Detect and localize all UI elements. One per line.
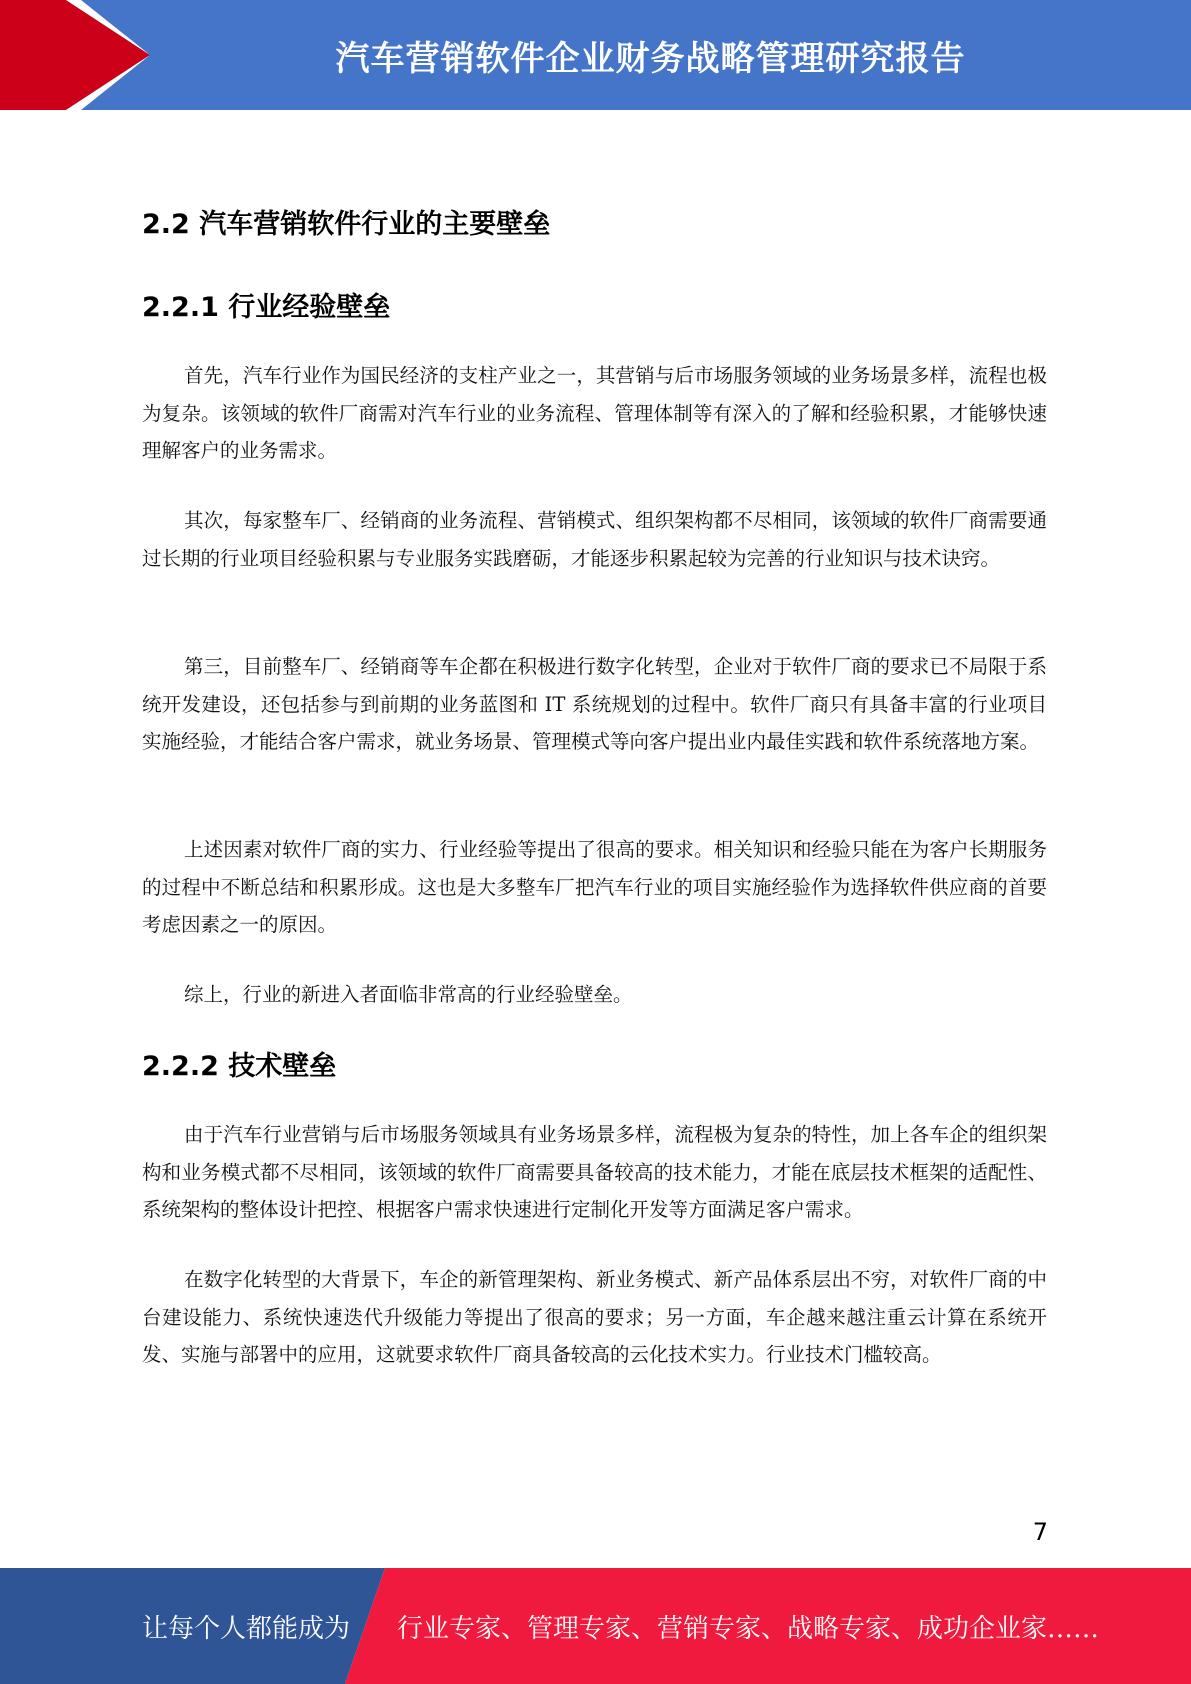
paragraph: 上述因素对软件厂商的实力、行业经验等提出了很高的要求。相关知识和经验只能在为客户长期服务的过程中不断总结和积累形成。这也是大多整车厂把汽车行业的项目实施经验作为选择软件供应商的首要考虑因素之一的原因。 (142, 838, 1047, 936)
paragraph: 综上，行业的新进入者面临非常高的行业经验壁垒。 (184, 983, 633, 1006)
header-banner (0, 0, 1191, 110)
footer-slogan-right: 行业专家、管理专家、营销专家、战略专家、成功企业家…… (397, 1613, 1100, 1644)
paragraph: 由于汽车行业营销与后市场服务领域具有业务场景多样，流程极为复杂的特性，加上各车企的组织架构和业务模式都不尽相同，该领域的软件厂商需要具备较高的技术能力，才能在底层技术框架的适配性、系统架构的整体设计把控、根据客户需求快速进行定制化开发等方面满足客户需求。 (142, 1123, 1047, 1221)
report-title: 汽车营销软件企业财务战略管理研究报告 (335, 38, 966, 79)
paragraph: 首先，汽车行业作为国民经济的支柱产业之一，其营销与后市场服务领域的业务场景多样，流程也极为复杂。该领域的软件厂商需对汽车行业的业务流程、管理体制等有深入的了解和经验积累，才能够快速理解客户的业务需求。 (142, 364, 1047, 462)
section-heading-2-2-1: 2.2.1 行业经验壁垒 (142, 292, 391, 323)
section-heading-2-2-2: 2.2.2 技术壁垒 (142, 1051, 337, 1082)
footer-slogan-left: 让每个人都能成为 (142, 1613, 351, 1644)
footer-banner (0, 1568, 1191, 1684)
paragraph: 其次，每家整车厂、经销商的业务流程、营销模式、组织架构都不尽相同，该领域的软件厂商需要通过长期的行业项目经验积累与专业服务实践磨砺，才能逐步积累起较为完善的行业知识与技术诀窍。 (142, 509, 1047, 570)
section-heading-2-2: 2.2 汽车营销软件行业的主要壁垒 (142, 209, 551, 240)
page-number: 7 (1032, 1518, 1048, 1546)
paragraph: 在数字化转型的大背景下，车企的新管理架构、新业务模式、新产品体系层出不穷，对软件厂商的中台建设能力、系统快速迭代升级能力等提出了很高的要求；另一方面，车企越来越注重云计算在系统开发、实施与部署中的应用，这就要求软件厂商具备较高的云化技术实力。行业技术门槛较高。 (142, 1268, 1047, 1366)
paragraph: 第三，目前整车厂、经销商等车企都在积极进行数字化转型，企业对于软件厂商的要求已不局限于系统开发建设，还包括参与到前期的业务蓝图和 IT 系统规划的过程中。软件厂商只有具备丰富的行业项目实施经验，才能结合客户需求，就业务场景、管理模式等向客户提出业内最佳实践和软件系统落地方案。 (142, 655, 1047, 753)
